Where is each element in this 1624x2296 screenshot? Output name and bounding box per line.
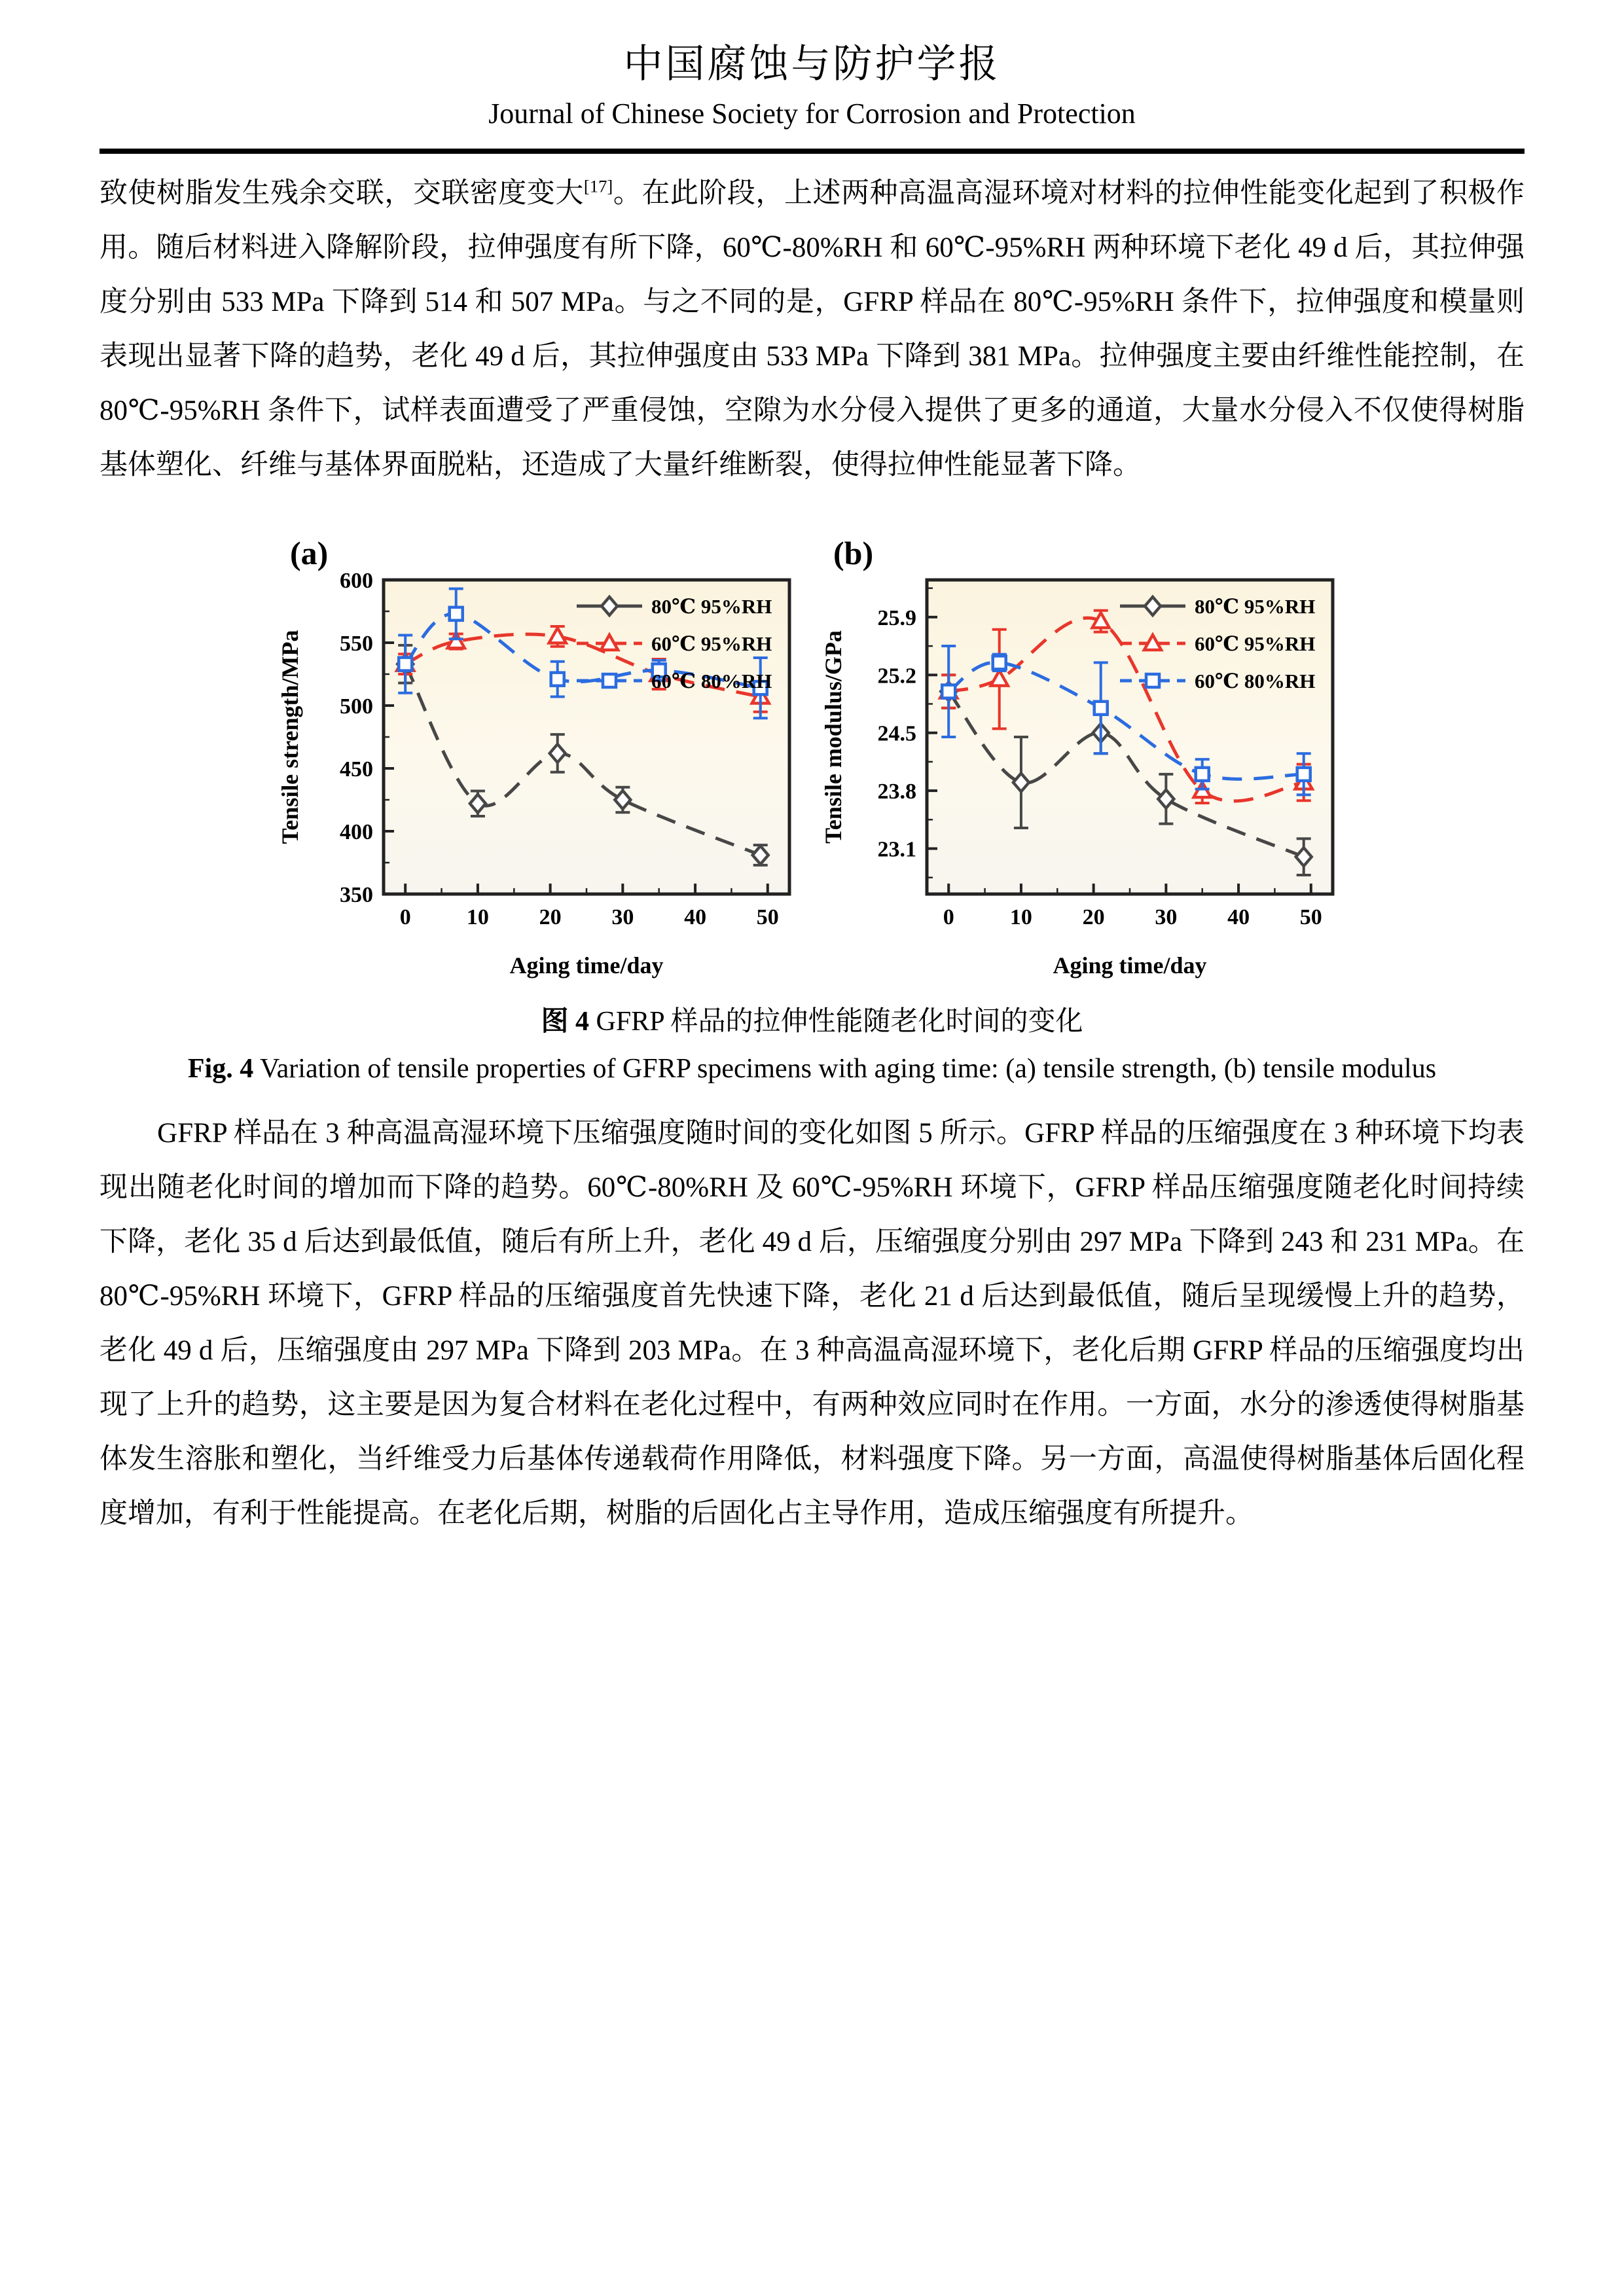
svg-text:30: 30 <box>611 905 634 929</box>
svg-text:550: 550 <box>339 631 373 656</box>
figure-caption-en <box>164 1047 1460 1091</box>
svg-text:Tensile strength/MPa: Tensile strength/MPa <box>276 630 303 844</box>
figure-4 <box>99 529 1525 984</box>
svg-text:10: 10 <box>466 905 489 929</box>
svg-text:(b): (b) <box>833 534 873 571</box>
paragraph-compressive-discussion: GFRP 样品在 3 种高温高湿环境下压缩强度随时间的变化如图 5 所示。GFRP 样品的压缩强度在 3 种环境下均表现出随老化时间的增加而下降的趋势。60℃-80%RH 及 60℃-95%RH 环境下，GFRP 样品压缩强度随老化时间持续下降，老化 35 d 后达到最低值，随后有所上升，老化 49 d 后，压缩强度分别由 297 MPa 下降到 243 和 231 MPa。在 80℃-95%RH 环境下，GFRP 样品的压缩强度首先快速下降，老化 21 d 后达到最低值，随后呈现缓慢上升的趋势，老化 49 d 后，压缩强度由 297 MPa 下降到 203 MPa。在 3 种高温高湿环境下，老化后期 GFRP 样品的压缩强度均出现了上升的趋势，这主要是因为复合材料在老化过程中，有两种效应同时在作用。一方面，水分的渗透使得树脂基体发生溶胀和塑化，当纤维受力后基体传递载荷作用降低，材料强度下降。另一方面，高温使得树脂基体后固化程度增加，有利于性能提高。在老化后期，树脂的后固化占主导作用，造成压缩强度有所提升。 <box>99 1117 1525 1529</box>
svg-text:50: 50 <box>1299 905 1322 929</box>
svg-text:20: 20 <box>539 905 562 929</box>
svg-text:25.2: 25.2 <box>877 664 916 689</box>
citation-ref-17: [17] <box>583 176 613 196</box>
paragraph-tensile-discussion <box>99 167 1525 493</box>
svg-text:40: 40 <box>1227 905 1250 929</box>
svg-text:10: 10 <box>1009 905 1032 929</box>
svg-text:Tensile modulus/GPa: Tensile modulus/GPa <box>820 630 846 844</box>
svg-text:80℃ 95%RH: 80℃ 95%RH <box>1194 594 1315 618</box>
svg-text:23.8: 23.8 <box>877 780 916 804</box>
svg-text:500: 500 <box>339 694 373 719</box>
svg-text:50: 50 <box>756 905 779 929</box>
figure-caption-en-label: Fig. 4 <box>187 1053 254 1084</box>
svg-text:350: 350 <box>339 882 373 907</box>
svg-text:(a): (a) <box>289 534 328 571</box>
svg-text:60℃ 95%RH: 60℃ 95%RH <box>651 632 772 655</box>
svg-text:60℃ 95%RH: 60℃ 95%RH <box>1194 632 1315 655</box>
svg-text:40: 40 <box>683 905 706 929</box>
svg-text:24.5: 24.5 <box>877 721 916 746</box>
svg-text:Aging time/day: Aging time/day <box>1052 952 1207 978</box>
svg-text:400: 400 <box>339 819 373 844</box>
svg-text:20: 20 <box>1082 905 1105 929</box>
svg-text:80℃ 95%RH: 80℃ 95%RH <box>651 594 772 618</box>
svg-text:0: 0 <box>399 905 411 929</box>
svg-text:25.9: 25.9 <box>877 605 916 630</box>
header-divider <box>99 149 1525 154</box>
chart-tensile-strength <box>269 529 812 984</box>
paragraph-text-pre: 致使树脂发生残余交联，交联密度变大 <box>99 178 584 209</box>
figure-caption-zh-label: 图 4 <box>541 1006 589 1037</box>
page-header <box>99 0 1525 130</box>
figure-caption-en-text: Variation of tensile properties of GFRP specimens with aging time: (a) tensile strength, (b) tensile modulus <box>253 1053 1437 1084</box>
journal-title-zh: 中国腐蚀与防护学报 <box>623 43 1001 86</box>
svg-text:60℃ 80%RH: 60℃ 80%RH <box>1194 669 1315 692</box>
paragraph-text-post: 。在此阶段，上述两种高温高湿环境对材料的拉伸性能变化起到了积极作用。随后材料进入降解阶段，拉伸强度有所下降，60℃-80%RH 和 60℃-95%RH 两种环境下老化 49 d 后，其拉伸强度分别由 533 MPa 下降到 514 和 507 MPa。与之不同的是，GFRP 样品在 80℃-95%RH 条件下，拉伸强度和模量则表现出显著下降的趋势，老化 49 d 后，其拉伸强度由 533 MPa 下降到 381 MPa。拉伸强度主要由纤维性能控制，在 80℃-95%RH 条件下，试样表面遭受了严重侵蚀，空隙为水分侵入提供了更多的通道，大量水分侵入不仅使得树脂基体塑化、纤维与基体界面脱粘，还造成了大量纤维断裂，使得拉伸性能显著下降。 <box>99 178 1525 480</box>
svg-text:600: 600 <box>339 568 373 593</box>
figure-caption-zh <box>99 999 1525 1044</box>
journal-title-en: Journal of Chinese Society for Corrosion and Protection <box>488 98 1136 130</box>
svg-text:Aging time/day: Aging time/day <box>509 952 664 978</box>
svg-text:23.1: 23.1 <box>877 837 916 862</box>
chart-tensile-modulus <box>812 529 1356 984</box>
svg-text:30: 30 <box>1154 905 1177 929</box>
figure-caption-zh-text: GFRP 样品的拉伸性能随老化时间的变化 <box>589 1006 1083 1037</box>
svg-text:450: 450 <box>339 757 373 781</box>
svg-text:60℃ 80%RH: 60℃ 80%RH <box>651 669 772 692</box>
svg-text:0: 0 <box>943 905 954 929</box>
